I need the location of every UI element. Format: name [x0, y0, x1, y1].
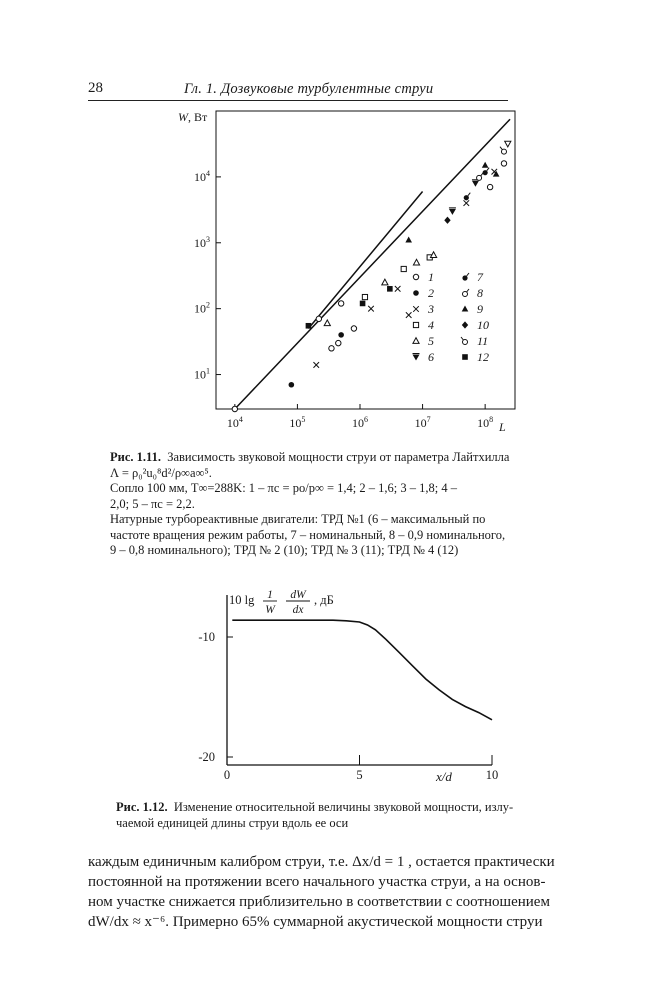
y-tick-label: $10^2$ — [194, 300, 210, 316]
data-point-series-1 — [501, 161, 506, 166]
data-point-series-5 — [413, 259, 419, 265]
legend-label-7: 7 — [477, 270, 483, 284]
data-point-series-1 — [329, 346, 334, 351]
x-tick-label: $10^6$ — [351, 415, 368, 430]
data-point-series-12 — [306, 323, 312, 329]
data-point-series-4 — [362, 294, 367, 299]
data-point-series-2 — [289, 382, 295, 388]
legend-label-9: 9 — [477, 302, 483, 316]
running-head: Гл. 1. Дозвуковые турбулентные струи — [184, 81, 434, 97]
legend-label-4: 4 — [428, 318, 434, 332]
data-point-series-7 — [483, 168, 490, 176]
legend-marker-11 — [461, 337, 468, 345]
data-point-series-7 — [464, 193, 471, 201]
data-point-series-3 — [368, 306, 374, 312]
data-point-series-1 — [336, 340, 341, 345]
body-line: постоянной на протяжении всего начального участка струи, а на основ- — [88, 874, 546, 890]
legend-marker-4 — [413, 322, 418, 327]
x-tick-label: $10^5$ — [289, 415, 306, 430]
figure-label: Рис. 1.11. — [110, 450, 161, 464]
body-line: dW/dx ≈ x⁻⁶. Примерно 65% суммарной акустической мощности струи — [88, 914, 543, 930]
data-point-series-1 — [232, 406, 237, 411]
y-label-num-2: dW — [290, 589, 306, 601]
legend-marker-5 — [413, 338, 419, 344]
legend-label-3: 3 — [428, 302, 434, 316]
y-label-den-2: dx — [292, 604, 304, 616]
data-point-series-9 — [405, 237, 412, 243]
figure-1-12-chart — [198, 589, 498, 784]
legend-marker-10 — [462, 321, 468, 328]
body-paragraph — [88, 852, 616, 932]
y-label-prefix: 10 lg — [229, 593, 255, 607]
legend-marker-9 — [462, 306, 469, 312]
data-point-series-11 — [500, 147, 507, 155]
legend-marker-3 — [413, 306, 419, 312]
legend-marker-12 — [462, 354, 468, 360]
caption-text: Зависимость звуковой мощности струи от параметра Лайтхилла — [167, 450, 510, 464]
legend-marker-2 — [413, 290, 419, 296]
body-line: ном участке снижается приблизительно в соответствии с соотношением — [88, 894, 550, 910]
y-label-den-1: W — [265, 604, 275, 616]
legend-marker-1 — [413, 274, 418, 279]
x-tick-label: $10^8$ — [477, 415, 494, 430]
legend-marker-6 — [413, 354, 420, 361]
page-number: 28 — [88, 80, 103, 96]
legend-label-5: 5 — [428, 334, 434, 348]
body-line: каждым единичным калибром струи, т.е. Δx/d = 1 , остается практически — [88, 854, 555, 870]
data-point-series-3 — [406, 312, 412, 318]
figure-label: Рис. 1.12. — [116, 800, 168, 814]
data-point-series-5 — [382, 279, 388, 285]
x-tick-label: 10 — [485, 768, 499, 782]
fit-line-upper — [308, 192, 422, 329]
caption-line: частоте вращения режим работы, 7 – номинальный, 8 – 0,9 номинального, — [110, 527, 506, 542]
data-point-extra — [505, 141, 511, 147]
legend-marker-8 — [463, 289, 470, 297]
x-axis-label: L — [499, 420, 506, 434]
legend-marker-7 — [462, 273, 469, 281]
caption-line: чаемой единицей длины струи вдоль ее оси — [116, 815, 349, 830]
caption-line: 2,0; 5 – πc = 2,2. — [110, 496, 195, 511]
legend-label-6: 6 — [428, 350, 434, 364]
legend-label-11: 11 — [477, 334, 489, 348]
data-point-series-6 — [472, 180, 479, 187]
legend-label-2: 2 — [428, 286, 434, 300]
data-point-series-3 — [395, 286, 401, 292]
data-point-series-1 — [338, 301, 343, 306]
data-point-series-1 — [351, 326, 356, 331]
data-point-series-12 — [387, 286, 393, 292]
caption-line: Натурные турбореактивные двигатели: ТРД №1 (6 – максимальный по — [110, 512, 486, 526]
data-point-series-1 — [316, 316, 321, 321]
caption-line: Λ = ρ₀²u₀⁸d²/ρ∞a∞⁵. — [110, 465, 212, 480]
figure-1-11-chart — [178, 110, 515, 434]
data-point-series-8 — [477, 173, 484, 181]
caption-text: Изменение относительной величины звуковой мощности, излу- — [173, 800, 514, 814]
data-point-series-3 — [313, 362, 319, 368]
figure-1-11-caption — [110, 450, 590, 559]
data-point-series-6 — [449, 208, 456, 215]
y-label-unit: , дБ — [314, 593, 334, 607]
y-tick-label: $10^1$ — [194, 366, 210, 382]
data-point-extra — [482, 162, 489, 168]
y-tick-label: -20 — [198, 750, 215, 764]
data-point-series-3 — [464, 200, 470, 206]
caption-line — [116, 800, 582, 816]
fit-line-lower — [235, 119, 510, 409]
y-tick-label: $10^4$ — [194, 168, 210, 184]
data-point-series-1 — [487, 184, 492, 189]
y-tick-label: $10^3$ — [194, 234, 210, 250]
y-axis-label: W, Вт — [178, 110, 208, 124]
y-label-num-1: 1 — [267, 589, 273, 601]
series-line — [232, 620, 492, 720]
data-point-series-12 — [360, 301, 366, 307]
caption-line: 9 – 0,8 номинального); ТРД № 2 (10); ТРД № 3 (11); ТРД № 4 (12) — [110, 543, 459, 557]
data-point-series-2 — [338, 332, 344, 338]
legend-label-8: 8 — [477, 286, 483, 300]
y-tick-label: -10 — [198, 630, 215, 644]
x-tick-label: $10^4$ — [226, 415, 243, 430]
legend-label-12: 12 — [477, 350, 489, 364]
data-point-series-5 — [324, 320, 330, 326]
x-axis-label: x/d — [436, 769, 452, 784]
y-axis-label — [229, 589, 334, 616]
x-tick-label: $10^7$ — [414, 415, 431, 430]
legend-label-10: 10 — [477, 318, 489, 332]
figure-1-12-caption — [116, 800, 582, 831]
data-point-series-4 — [401, 266, 406, 271]
data-point-series-10 — [444, 217, 450, 224]
x-tick-label: 5 — [356, 768, 363, 782]
caption-line: Сопло 100 мм, T∞=288K: 1 – πc = po/p∞ = 1,4; 2 – 1,6; 3 – 1,8; 4 – — [110, 481, 457, 495]
legend-label-1: 1 — [428, 270, 434, 284]
caption-line — [110, 450, 590, 466]
x-tick-label: 0 — [223, 768, 231, 782]
